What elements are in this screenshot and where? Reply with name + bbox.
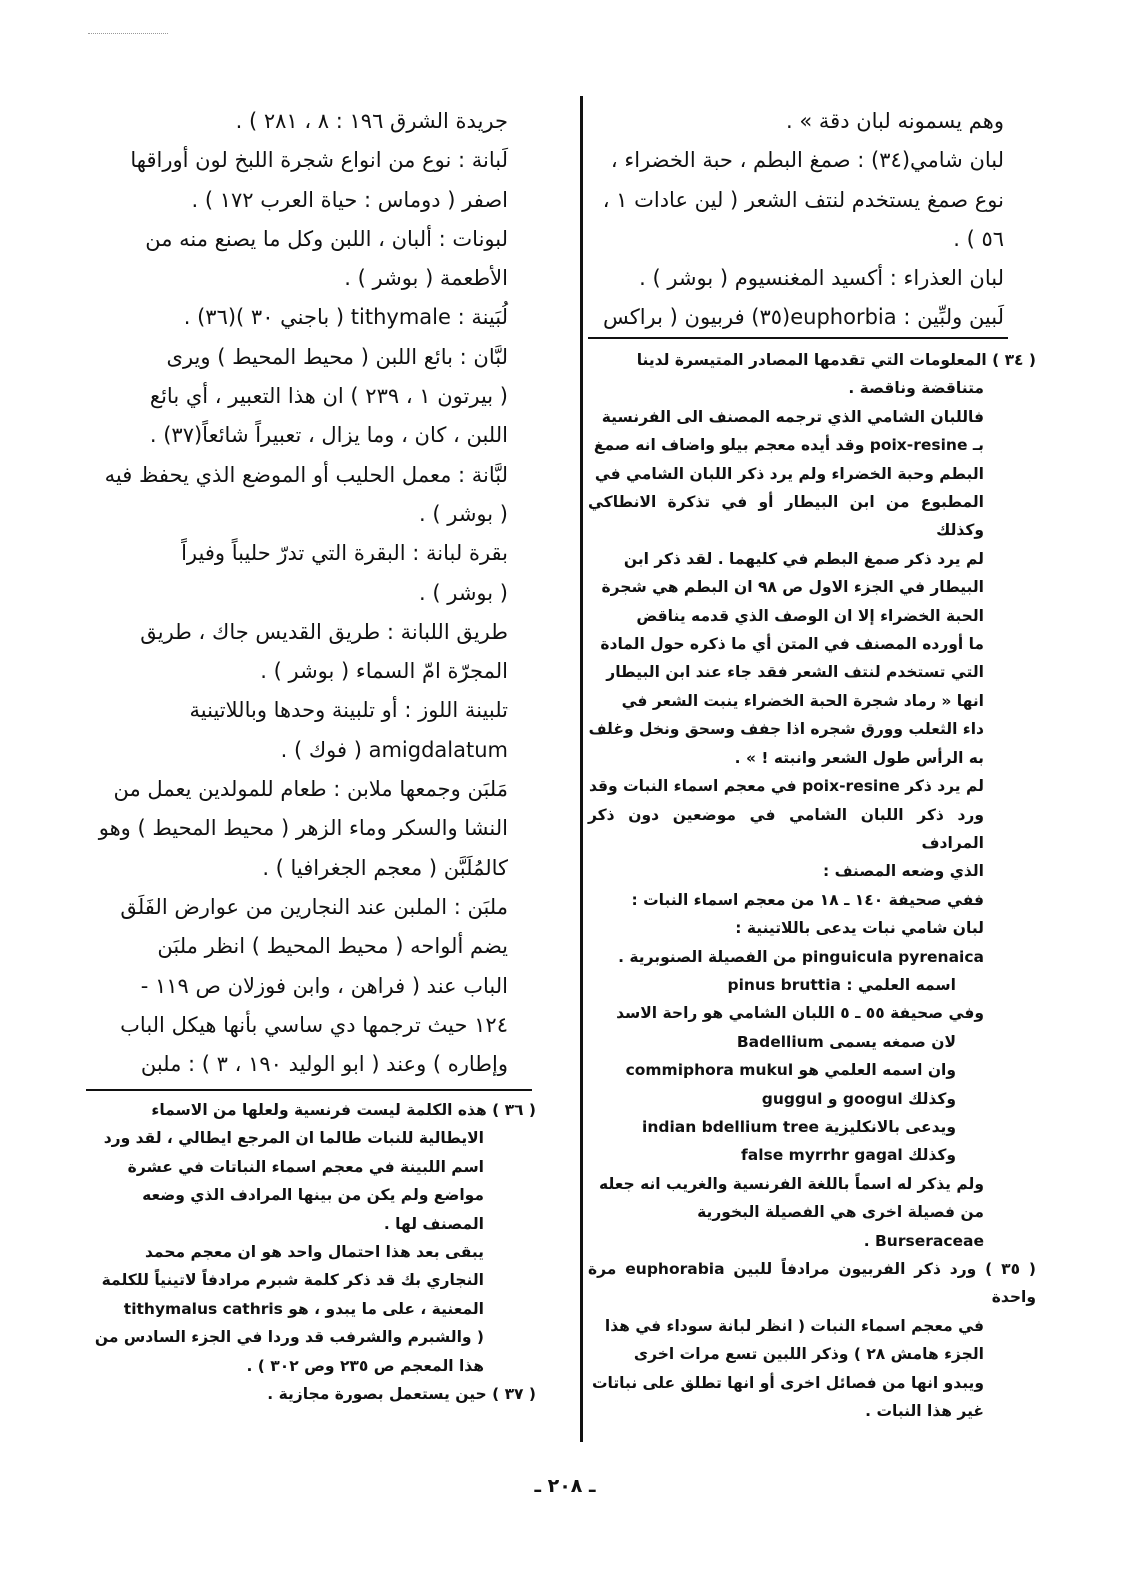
entry-labana: لَبانة : نوع من انواع شجرة اللبخ لون أوراقها [130, 148, 508, 173]
footnote-line: ففي صحيفة ١٤٠ ـ ١٨ من معجم اسماء النبات : [631, 890, 984, 909]
footnote-line: الذي وضعه المصنف : [822, 862, 984, 881]
footnote-line: ما أورده المصنف في المتن أي ما ذكره حول المادة [600, 635, 984, 654]
footnote-line: يبقى بعد هذا احتمال واحد هو ان معجم محمد [144, 1243, 484, 1262]
footnotes-left [90, 1096, 536, 1408]
footnote-line: البطم وحبة الخضراء ولم يرد ذكر اللبان الشامي في [594, 464, 984, 483]
footnote-line: اسم اللبينة في معجم اسماء النباتات في عشرة [127, 1157, 484, 1176]
footnote-rule-left [86, 1089, 532, 1091]
entry-lubban-adhra: لبان العذراء : أكسيد المغنسيوم ( بوشر ) . [639, 266, 1004, 291]
footnote-line: ( والشبرم والشرفب قد وردا في الجزء السادس من [94, 1328, 484, 1347]
footnote-line: المعنية ، على ما يبدو ، هو tithymalus cathris [123, 1299, 484, 1318]
text-line: الأطعمة ( بوشر ) . [344, 266, 508, 291]
footnote-line: هذا المعجم ص ٢٣٥ وص ٣٠٢ ) . [246, 1356, 484, 1375]
entry-lubban-shami: لبان شامي(٣٤) : صمغ البطم ، حبة الخضراء ، [610, 148, 1004, 173]
text-line: جريدة الشرق ١٩٦ : ٨ ، ٢٨١ ) . [235, 109, 508, 133]
right-column-text [592, 102, 1004, 338]
footnote-line: وكذلك false myrrhr gagal [741, 1146, 956, 1165]
footnote-line: لان صمغه يسمى Badellium [736, 1032, 956, 1051]
text-line: ١٢٤ حيث ترجمها دي ساسي بأنها هيكل الباب [120, 1012, 508, 1037]
text-line: اصفر ( دوماس : حياة العرب ١٧٢ ) . [191, 187, 508, 212]
entry-baqara-labbana: بقرة لبانة : البقرة التي تدرّ حليباً وفيراً [181, 541, 508, 566]
entry-labbana: لبَّانة : معمل الحليب أو الموضع الذي يحفظ فيه [104, 462, 508, 487]
footnote-36: ( ٣٦ ) هذه الكلمة ليست فرنسية ولعلها من الاسماء [151, 1101, 536, 1119]
footnote-line: غير هذا النبات . [865, 1402, 984, 1421]
text-line: المجرّة امّ السماء ( بوشر ) . [260, 659, 508, 684]
footnote-line: pinguicula pyrenaica من الفصيلة الصنوبرية . [618, 947, 984, 966]
footnote-line: داء الثعلب وورق شجره اذا جفف وسحق ونخل وغلف [588, 720, 984, 739]
footnote-line: المصنف لها . [383, 1214, 484, 1233]
text-line: ( بيرتون ١ ، ٢٣٩ ) ان هذا التعبير ، أي بائع [149, 384, 508, 409]
footnote-line: الايطالية للنبات طالما ان المرجع ايطالي ، لقد ورد [103, 1129, 484, 1148]
footnotes-right [588, 346, 1036, 1425]
text-line: ( بوشر ) . [419, 501, 508, 526]
left-column-text [98, 102, 508, 1084]
entry-lubayna: لُبَينة : tithymale ( باجني ٣٠ )(٣٦) . [183, 305, 508, 330]
entry-labunat: لبونات : ألبان ، اللبن وكل ما يصنع منه من [145, 226, 508, 251]
footnote-line: بـ poix-resine وقد أيده معجم بيلو واضاف انه صمغ [593, 436, 984, 455]
entry-malban: مَلبَن وجمعها ملابن : طعام للمولدين يعمل من [113, 777, 508, 802]
footnote-line: Burseraceae . [863, 1231, 984, 1250]
footnote-line: البيطار في الجزء الاول ص ٩٨ ان البطم هي شجرة [601, 578, 984, 597]
footnote-34: ( ٣٤ ) المعلومات التي تقدمها المصادر المتيسرة لدينا [636, 351, 1036, 369]
footnote-line: المطبوع من ابن البيطار أو في تذكرة الانطاكي وكذلك [588, 493, 984, 540]
text-line: النشا والسكر وماء الزهر ( محيط المحيط ) وهو [98, 816, 508, 841]
text-line: يضم ألواحه ( محيط المحيط ) انظر ملبَن [157, 934, 508, 959]
footnote-line: لبان شامي نبات يدعى باللاتينية : [735, 919, 984, 938]
footnote-line: فاللبان الشامي الذي ترجمه المصنف الى الفرنسية [601, 407, 984, 426]
footnote-37: ( ٣٧ ) حين يستعمل بصورة مجازية . [267, 1385, 536, 1404]
entry-tariq-al-labbana: طريق اللبانة : طريق القديس جاك ، طريق [140, 619, 508, 644]
footnote-line: ويدعى بالانكليزية indian bdellium tree [642, 1117, 956, 1136]
text-line: ٥٦ ) . [953, 226, 1004, 251]
text-line: وهم يسمونه لبان دقة » . [786, 109, 1004, 133]
footnote-35: ( ٣٥ ) ورد ذكر الفربيون مرادفاً للبين euphorabia مرة واحدة [588, 1260, 1037, 1307]
footnote-line: وكذلك googul و guggul [761, 1089, 956, 1108]
scan-artifact [88, 33, 168, 37]
footnote-line: الحبة الخضراء إلا ان الوصف الذي قدمه يناقض [636, 606, 984, 625]
footnote-line: اسمه العلمي : pinus bruttia [727, 975, 956, 994]
text-line: وإطاره ) وعند ( ابو الوليد ١٩٠ ، ٣ ) : ملبن [140, 1052, 508, 1077]
footnote-line: انها « رماد شجرة الحبة الخضراء ينبت الشعر في [621, 691, 984, 710]
footnote-line: وان اسمه العلمي هو commiphora mukul [625, 1061, 956, 1080]
entry-labin: لَبين ولبِّين : euphorbia(٣٥) فربيون ( براكس [602, 305, 1004, 330]
footnote-line: التي تستخدم لنتف الشعر فقد جاء عند ابن البيطار [606, 663, 984, 682]
text-line: نوع صمغ يستخدم لنتف الشعر ( لين عادات ١ ، [602, 187, 1004, 212]
footnote-line: لم يرد ذكر poix-resine في معجم اسماء النبات وقد [588, 777, 984, 796]
entry-malban-carpentry: ملبَن : الملبن عند النجارين من عوارض الفَلَق [120, 894, 508, 919]
footnote-line: الجزء هامش ٢٨ ) وذكر اللبين تسع مرات اخرى [633, 1345, 984, 1364]
text-line: amigdalatum ( فوك ) . [280, 737, 508, 762]
footnote-line: النجاري بك قد ذكر كلمة شبرم مرادفاً لاتينياً للكلمة [101, 1271, 484, 1290]
footnote-line: ولم يذكر له اسماً باللغة الفرنسية والغريب انه جعله [599, 1174, 984, 1193]
footnote-line: ورد ذكر اللبان الشامي في موضعين دون ذكر المرادف [588, 805, 984, 852]
footnote-line: في معجم اسماء النبات ( انظر لبانة سوداء في هذا [604, 1316, 984, 1335]
footnote-line: به الرأس طول الشعر وانبته ! » . [734, 748, 984, 767]
page-number: ـ ٢٠٨ ـ [534, 1475, 596, 1497]
column-divider [580, 96, 583, 1442]
footnote-line: متناقضة وناقصة . [848, 379, 984, 398]
entry-talbinat-al-lawz: تلبينة اللوز : أو تلبينة وحدها وباللاتينية [189, 698, 508, 723]
text-line: اللبن ، كان ، وما يزال ، تعبيراً شائعاً(٣٧) . [149, 423, 508, 448]
footnote-rule-right [588, 337, 1008, 339]
footnote-line: مواضع ولم يكن من بينها المرادف الذي وضعه [142, 1186, 484, 1205]
footnote-line: وفي صحيفة ٥٥ ـ ٥ اللبان الشامي هو راحة الاسد [616, 1004, 984, 1023]
entry-labban: لبَّان : بائع اللبن ( محيط المحيط ) ويرى [166, 344, 508, 369]
text-line: كالمُلَبَّن ( معجم الجغرافيا ) . [262, 855, 508, 880]
footnote-line: ويبدو انها من فصائل اخرى أو انها تطلق على نباتات [591, 1373, 984, 1392]
footnote-line: من فصيلة اخرى هي الفصيلة البخورية [697, 1203, 984, 1222]
text-line: ( بوشر ) . [419, 580, 508, 605]
footnote-line: لم يرد ذكر صمغ البطم في كليهما . لقد ذكر ابن [623, 549, 984, 568]
text-line: الباب عند ( فراهن ، وابن فوزلان ص ١١٩ - [140, 973, 508, 998]
